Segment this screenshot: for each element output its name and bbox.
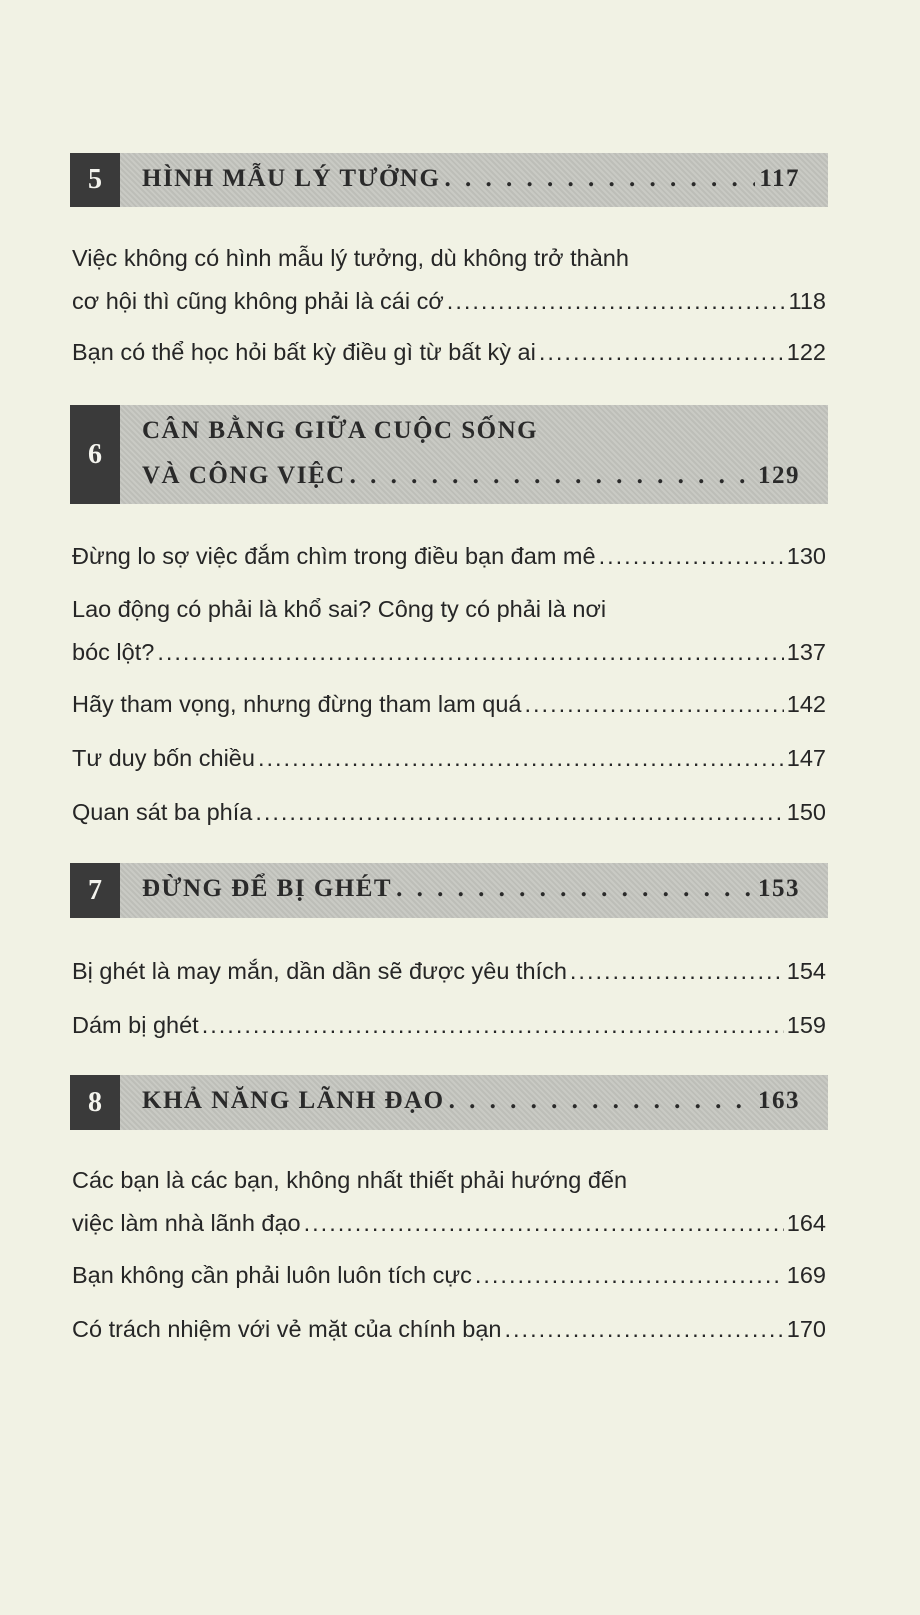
entry-page: 137 <box>786 639 826 665</box>
chapter-number: 6 <box>70 405 120 504</box>
chapter-title-text: VÀ CÔNG VIỆC <box>142 462 346 489</box>
toc-entry: Bị ghét là may mắn, dần dần sẽ được yêu thích ..... 154 <box>72 950 826 993</box>
toc-entry: Đừng lo sợ việc đắm chìm trong điều bạn đam mê ..... 130 <box>72 535 826 578</box>
chapter-title-text: HÌNH MẪU LÝ TƯỞNG <box>142 165 441 192</box>
toc-entry: Tư duy bốn chiều ..... 147 <box>72 737 826 780</box>
chapter-page: 163 <box>758 1087 800 1114</box>
toc-entry: Có trách nhiệm với vẻ mặt của chính bạn ..... 170 <box>72 1308 826 1351</box>
chapter-title-text: KHẢ NĂNG LÃNH ĐẠO <box>142 1087 445 1114</box>
chapter-number: 8 <box>70 1075 120 1130</box>
chapter-title <box>142 1075 800 1130</box>
entry-page: 150 <box>786 799 826 825</box>
chapter-title <box>142 863 800 918</box>
toc-entry: Hãy tham vọng, nhưng đừng tham lam quá ..... 142 <box>72 683 826 726</box>
chapter-page: 129 <box>758 462 800 489</box>
entry-page: 130 <box>786 543 826 569</box>
entry-page: 154 <box>786 958 826 984</box>
toc-entry: Các bạn là các bạn, không nhất thiết phải hướng đến việc làm nhà lãnh đạo ..... 164 <box>72 1159 826 1245</box>
entry-page: 118 <box>788 288 826 314</box>
chapter-6-header <box>70 405 828 504</box>
entry-page: 122 <box>786 339 826 365</box>
entry-page: 147 <box>786 745 826 771</box>
entry-page: 164 <box>786 1210 826 1236</box>
chapter-8-header <box>70 1075 828 1130</box>
chapter-page: 153 <box>758 875 800 902</box>
toc-entry: Bạn có thể học hỏi bất kỳ điều gì từ bất kỳ ai ..... 122 <box>72 331 826 374</box>
chapter-number: 5 <box>70 153 120 207</box>
entry-page: 142 <box>786 691 826 717</box>
chapter-title-text: ĐỪNG ĐỂ BỊ GHÉT <box>142 875 393 902</box>
chapter-5-header <box>70 153 828 207</box>
toc-entry: Dám bị ghét ..... 159 <box>72 1004 826 1047</box>
chapter-title-text: CÂN BẰNG GIỮA CUỘC SỐNG <box>142 417 539 444</box>
chapter-page: 117 <box>759 165 800 192</box>
toc-entry: Lao động có phải là khổ sai? Công ty có phải là nơi bóc lột? ..... 137 <box>72 588 826 674</box>
entry-page: 169 <box>786 1262 826 1288</box>
chapter-title <box>142 153 800 207</box>
toc-entry: Việc không có hình mẫu lý tưởng, dù không trở thành cơ hội thì cũng không phải là cái cớ ..... 118 <box>72 237 826 323</box>
toc-entry: Bạn không cần phải luôn luôn tích cực ..... 169 <box>72 1254 826 1297</box>
chapter-7-header <box>70 863 828 918</box>
toc-entry: Quan sát ba phía ..... 150 <box>72 791 826 834</box>
entry-page: 159 <box>786 1012 826 1038</box>
entry-page: 170 <box>786 1316 826 1342</box>
chapter-title <box>142 405 800 504</box>
chapter-number: 7 <box>70 863 120 918</box>
